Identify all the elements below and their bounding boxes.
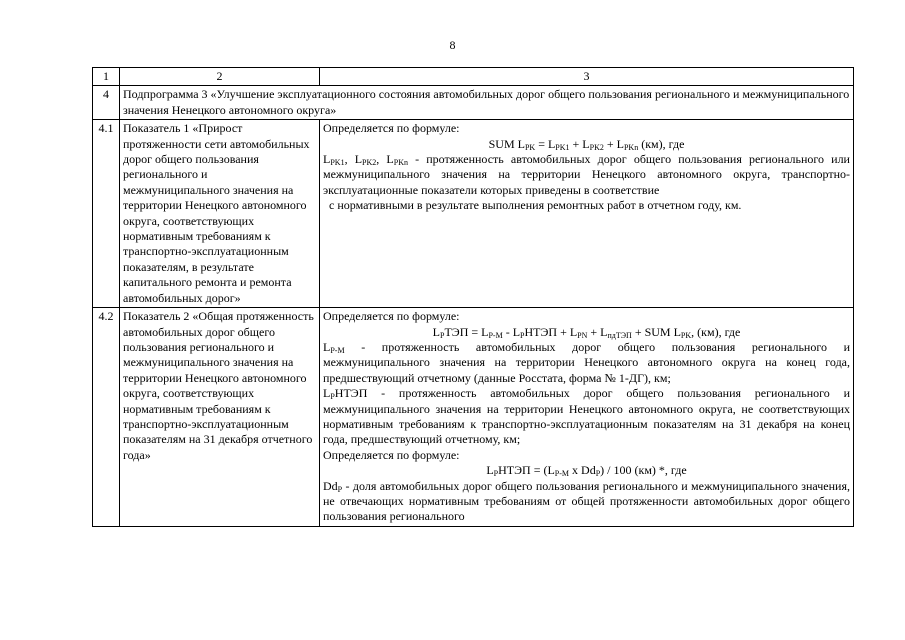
- row-number: 4.1: [93, 120, 120, 308]
- formula: $L_PНТЭП = (L_{P-M}$ x $Dd_P) / 100$ (км) *, где: [486, 463, 687, 479]
- table-row-4-1: [93, 120, 854, 308]
- indicator-name: Показатель 1 «Прирост протяженности сети автомобильных дорог общего пользования регионального и межмуниципального значения на территории Ненецкого автономного округа, соответствующих нормативным требованиям к транспортно-эксплуатационным показателям, в результате капитального ремонта и ремонта автомобильных дорог»: [120, 120, 320, 308]
- formula: SUM $L_{PK} = L_{PK1} + L_{PK2} + L_{PKn}$ (км), где: [488, 136, 685, 152]
- indicator-method: [320, 308, 854, 527]
- variable-definition: $L_{P-M}$ - протяженность автомобильных дорог общего пользования регионального и межмуниципального значения на территории Ненецкого автономного округа на конец года, предшествующий отчетному (данные Росстата, форма № 1-ДГ), км;: [323, 339, 850, 385]
- method-intro: Определяется по формуле:: [323, 447, 460, 462]
- variable-definition: $Dd_P$ - доля автомобильных дорог общего пользования регионального и межмуниципального значения, не отвечающих нормативным требованиям от общей протяженности автомобильных дорог общего пользования регионального: [323, 478, 850, 524]
- page-number: 8: [449, 38, 456, 52]
- method-intro: Определяется по формуле:: [323, 309, 460, 324]
- variable-definition: $L_{PK1}$, $L_{PK2}$, $L_{PKn}$ - протяженность автомобильных дорог общего пользования регионального или межмуниципального значения на территории Ненецкого автономного округа, транспортно-эксплуатационные показатели которых приведены в соответствие: [323, 152, 850, 197]
- header-col-3: 3: [320, 68, 854, 86]
- header-col-1: 1: [93, 68, 120, 86]
- row-number: 4.2: [93, 308, 120, 527]
- variable-definition-cont: с нормативными в результате выполнения ремонтных работ в отчетном году, км.: [329, 198, 742, 213]
- indicator-method: [320, 120, 854, 308]
- table-row-4-2: [93, 308, 854, 527]
- variable-definition: $L_PНТЭП$ - протяженность автомобильных дорог общего пользования регионального и межмуниципального значения на территории Ненецкого автономного округа, не соответствующих нормативным требованиям к транспортно-эксплуатационным показателям на 31 декабря на конец года, предшествующий отчетному, км;: [323, 386, 850, 447]
- table-header-row: [93, 68, 854, 86]
- method-intro: Определяется по формуле:: [323, 121, 460, 136]
- row-number: 4: [93, 86, 120, 120]
- formula: $L_PТЭП = L_{P-M}$ - $L_PНТЭП + L_{PN} + L_{пдТЭП}$ + SUM $L_{PK}$, (км), где: [432, 324, 741, 340]
- table-row-section-4: [93, 86, 854, 120]
- indicators-table: [92, 67, 854, 527]
- header-col-2: 2: [120, 68, 320, 86]
- indicator-name: Показатель 2 «Общая протяженность автомобильных дорог общего пользования регионального и межмуниципального значения на территории Ненецкого автономного округа, соответствующих нормативным требованиям к транспортно-эксплуатационным показателям на 31 декабря отчетного года»: [120, 308, 320, 527]
- subprogram-title: Подпрограмма 3 «Улучшение эксплуатационного состояния автомобильных дорог общего пользования регионального и межмуниципального значения Ненецкого автономного округа»: [120, 86, 854, 120]
